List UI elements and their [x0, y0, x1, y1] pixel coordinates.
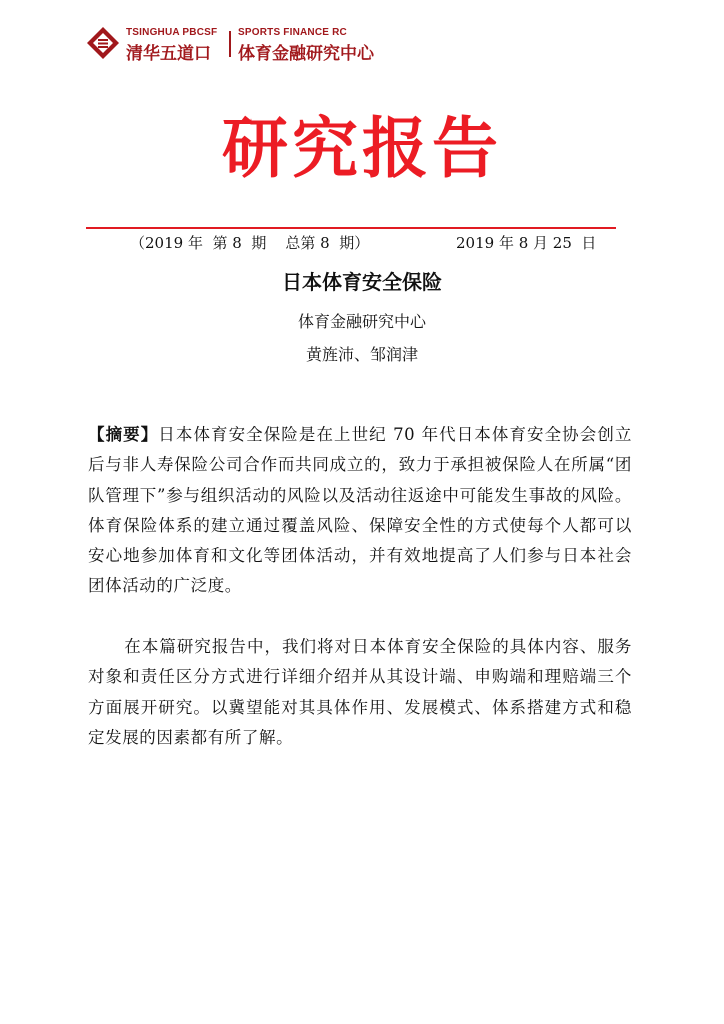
header-logo: [86, 26, 406, 62]
logo-chinese-left: 清华五道口: [126, 44, 211, 64]
logo-divider: [229, 31, 231, 57]
body-paragraph: 在本篇研究报告中，我们将对日本体育安全保险的具体内容、服务对象和责任区分方式进行详细介绍并从其设计端、申购端和理赔端三个方面展开研究。以冀望能对其具体作用、发展模式、体系搭建方式和稳定发展的因素都有所了解。: [88, 637, 632, 747]
pbcsf-logo-icon: [86, 26, 120, 60]
logo-chinese-right: 体育金融研究中心: [238, 44, 374, 64]
abstract-text: 日本体育安全保险是在上世纪 70 年代日本体育安全协会创立后与非人寿保险公司合作而共同成立的，致力于承担被保险人在所属“团队管理下”参与组织活动的风险以及活动往返途中可能发生事故的风险。体育保险体系的建立通过覆盖风险、保障安全性的方式使每个人都可以安心地参加体育和文化等团体活动，并有效地提高了人们参与日本社会团体活动的广泛度。: [88, 425, 632, 596]
abstract: [88, 420, 632, 602]
issue-number: （2019 年 第 8 期 总第 8 期）: [130, 234, 370, 252]
logo-english-right: SPORTS FINANCE RC: [238, 27, 347, 38]
article-title: 日本体育安全保险: [282, 270, 442, 294]
abstract-label: 【摘要】: [88, 425, 159, 444]
logo-english-left: TSINGHUA PBCSF: [126, 27, 218, 38]
organization: 体育金融研究中心: [297, 312, 426, 331]
publish-date: 2019 年 8 月 25 日: [456, 234, 597, 252]
report-title: 研究报告: [222, 109, 502, 187]
title-divider: [86, 227, 616, 229]
authors: 黄旌沛、邹润津: [305, 345, 418, 364]
